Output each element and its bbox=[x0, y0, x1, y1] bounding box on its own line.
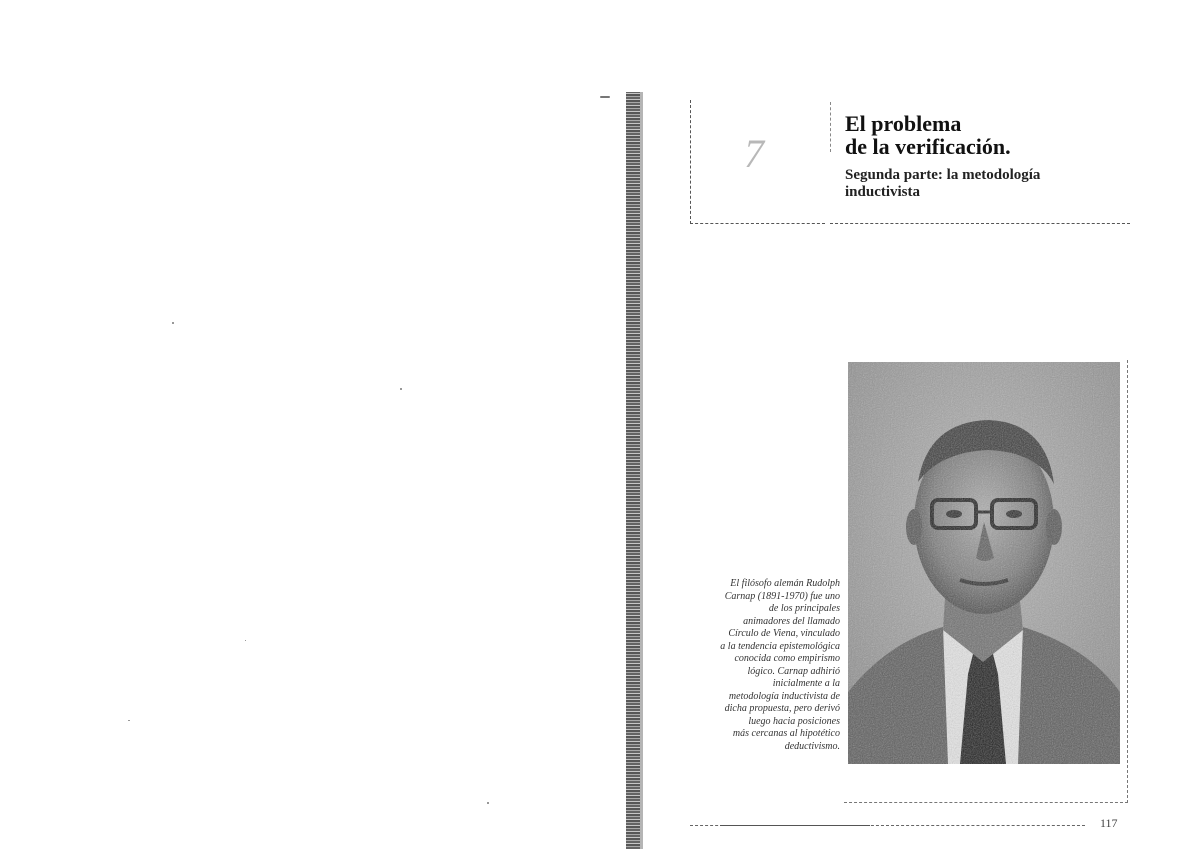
paper-speck bbox=[600, 96, 610, 98]
chapter-title-line: de la verificación. bbox=[845, 134, 1011, 159]
chapter-number: 7 bbox=[744, 131, 765, 176]
page-number: 117 bbox=[1100, 816, 1118, 830]
paper-speck bbox=[245, 640, 246, 641]
chapter-subtitle bbox=[845, 167, 1040, 201]
chapter-subtitle-line: Segunda parte: la metodología bbox=[845, 167, 1041, 183]
paper-speck bbox=[487, 802, 489, 804]
frame-divider bbox=[830, 102, 831, 152]
footer-rule-solid bbox=[720, 825, 870, 826]
photo-caption: El filósofo alemán Rudolph Carnap (1891-1970) fue uno de los principales animadores del llamado Círculo de Viena, vinculado a la tendencia epistemológica conocida como empirismo lógico. Carnap adhirió inicialmente a la metodología inductivista de dicha propuesta, pero derivó luego hacia posiciones más cercanas al hipotético deductivismo. bbox=[720, 578, 840, 752]
frame-bottom-border-left bbox=[690, 223, 825, 224]
paper-speck bbox=[172, 322, 174, 324]
book-spine-shadow bbox=[626, 92, 640, 849]
portrait-photo bbox=[848, 362, 1120, 764]
chapter-subtitle-line: inductivista bbox=[845, 184, 921, 200]
chapter-title-line: El problema bbox=[845, 111, 962, 136]
paper-speck bbox=[128, 720, 130, 721]
paper-speck bbox=[400, 388, 402, 390]
portrait-image bbox=[848, 362, 1120, 764]
chapter-title bbox=[845, 112, 1011, 158]
frame-bottom-border-right bbox=[830, 223, 1130, 224]
frame-left-border bbox=[690, 100, 691, 224]
